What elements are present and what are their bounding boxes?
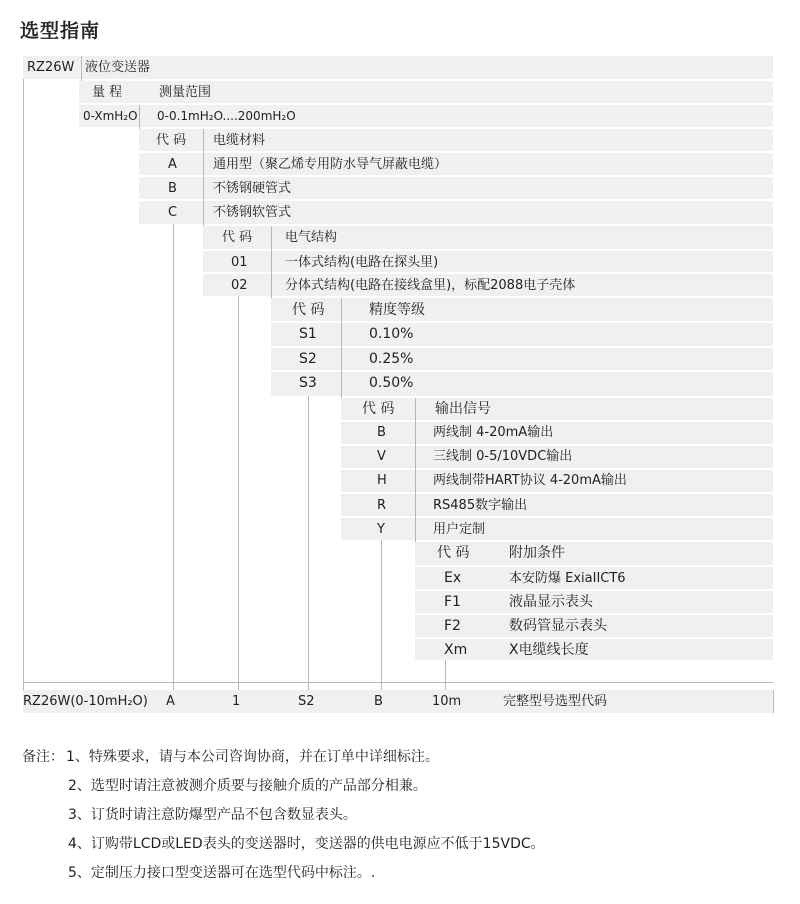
electrical-code: 01: [231, 255, 248, 270]
output-desc: 两线制带HART协议 4-20mA输出: [433, 473, 627, 488]
additional-desc: X电缆线长度: [509, 642, 589, 658]
output-desc: 两线制 4-20mA输出: [433, 425, 554, 440]
accuracy-code: S3: [299, 375, 317, 391]
output-code: H: [377, 473, 387, 488]
output-code: R: [377, 498, 387, 513]
additional-desc: 本安防爆 ExiaIICT6: [509, 571, 626, 586]
electrical-header-desc: 电气结构: [285, 230, 338, 245]
connector-line: [23, 682, 773, 683]
additional-code: Xm: [444, 642, 468, 658]
connector-line: [271, 226, 272, 298]
output-desc: RS485数字输出: [433, 498, 528, 513]
cable-code: C: [168, 205, 178, 220]
note-item: 1、特殊要求，请与本公司咨询协商，并在订单中详细标注。: [66, 749, 439, 765]
connector-line: [308, 396, 309, 690]
additional-code: F1: [444, 594, 461, 610]
note-item: 5、定制压力接口型变送器可在选型代码中标注。.: [68, 865, 376, 881]
example-desc: 完整型号选型代码: [503, 694, 608, 709]
additional-code: Ex: [444, 570, 462, 586]
cable-header-desc: 电缆材料: [213, 133, 266, 148]
range-header-desc: 测量范围: [159, 85, 212, 100]
model-name: 液位变送器: [85, 60, 151, 75]
cable-header-code: 代 码: [156, 133, 187, 148]
note-item: 3、订货时请注意防爆型产品不包含数显表头。: [68, 807, 357, 823]
model-code: RZ26W: [27, 60, 75, 75]
output-code: B: [377, 425, 386, 440]
output-header-code: 代 码: [362, 401, 395, 417]
accuracy-header-code: 代 码: [292, 302, 325, 318]
connector-line: [23, 79, 24, 690]
connector-line: [173, 224, 174, 690]
additional-header-desc: 附加条件: [509, 545, 565, 561]
range-header-code: 量 程: [92, 85, 123, 100]
example-length: 10m: [432, 694, 462, 709]
accuracy-desc: 0.25%: [369, 351, 414, 367]
range-desc: 0-0.1mH₂O....200mH₂O: [157, 109, 296, 123]
example-accuracy: S2: [298, 694, 315, 709]
cable-code: A: [168, 157, 177, 172]
notes-prefix: 备注：: [22, 749, 64, 765]
additional-desc: 数码管显示表头: [509, 618, 607, 634]
electrical-desc: 分体式结构(电路在接线盒里)，标配2088电子壳体: [285, 278, 576, 293]
connector-line: [139, 105, 140, 129]
connector-line: [415, 398, 416, 542]
output-code: V: [377, 449, 386, 464]
accuracy-code: S1: [299, 326, 317, 342]
note-item: 2、选型时请注意被测介质要与接触介质的产品部分相兼。: [68, 778, 427, 794]
cable-code: B: [168, 181, 177, 196]
electrical-desc: 一体式结构(电路在探头里): [285, 255, 439, 270]
connector-line: [238, 296, 239, 690]
electrical-header-code: 代 码: [222, 230, 253, 245]
additional-code: F2: [444, 618, 461, 634]
additional-desc: 液晶显示表头: [509, 594, 593, 610]
electrical-code: 02: [231, 278, 248, 293]
page-title: 选型指南: [20, 20, 101, 42]
example-cable: A: [166, 694, 175, 709]
example-model: RZ26W(0-10mH₂O): [23, 694, 148, 709]
connector-line: [381, 540, 382, 690]
accuracy-header-desc: 精度等级: [369, 302, 425, 318]
connector-line: [203, 129, 204, 226]
connector-line: [341, 298, 342, 398]
output-header-desc: 输出信号: [435, 401, 491, 417]
accuracy-desc: 0.10%: [369, 326, 414, 342]
range-code: 0-XmH₂O: [83, 109, 138, 123]
cable-desc: 通用型（聚乙烯专用防水导气屏蔽电缆）: [213, 157, 448, 172]
cable-desc: 不锈钢硬管式: [213, 181, 292, 196]
note-item: 4、订购带LCD或LED表头的变送器时，变送器的供电电源应不低于15VDC。: [68, 836, 545, 852]
output-desc: 用户定制: [433, 522, 486, 537]
connector-line: [81, 56, 82, 81]
output-code: Y: [377, 522, 385, 537]
output-desc: 三线制 0-5/10VDC输出: [433, 449, 573, 464]
cable-desc: 不锈钢软管式: [213, 205, 292, 220]
accuracy-desc: 0.50%: [369, 375, 414, 391]
additional-header-code: 代 码: [437, 545, 470, 561]
connector-line: [773, 690, 774, 713]
accuracy-code: S2: [299, 351, 317, 367]
connector-line: [445, 660, 446, 690]
example-output: B: [374, 694, 383, 709]
example-electrical: 1: [232, 694, 241, 709]
